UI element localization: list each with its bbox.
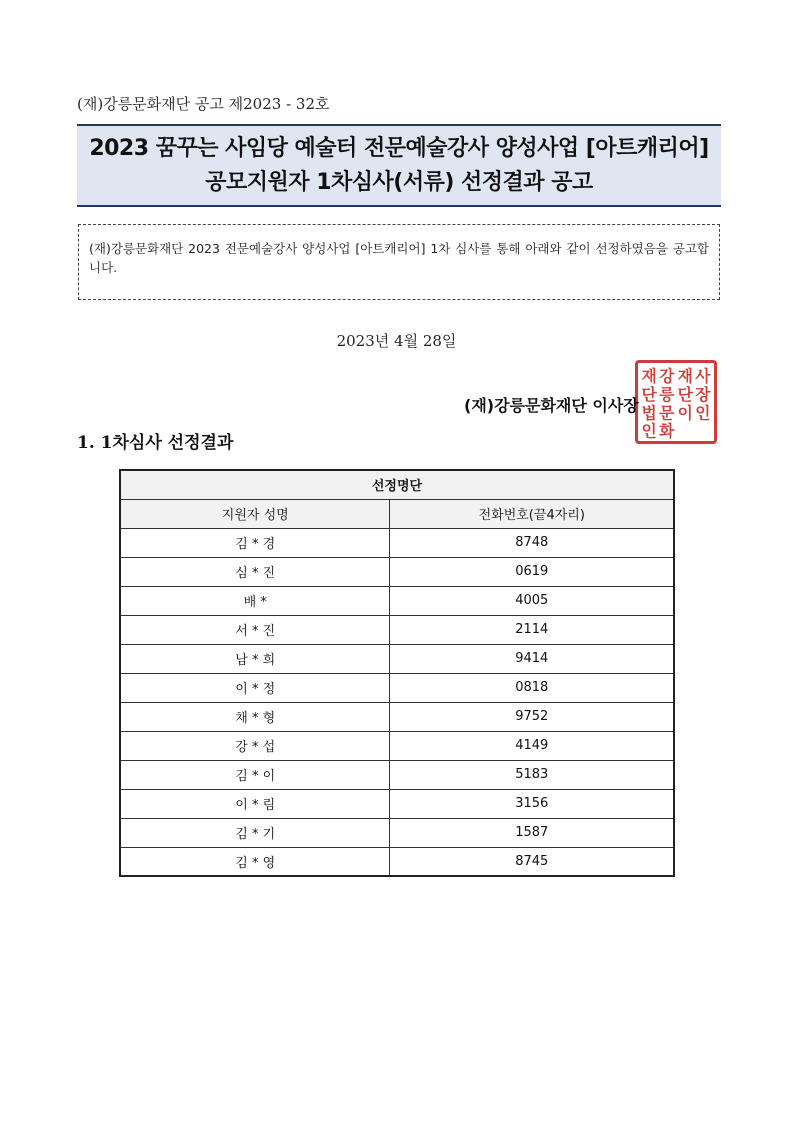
phone-last4-cell: 4005 (390, 586, 674, 615)
seal-glyph: 법 (641, 403, 657, 423)
selection-table (119, 469, 675, 877)
seal-graphic (638, 363, 714, 441)
seal-glyph: 재 (677, 366, 693, 386)
header-phone-last4: 전화번호(끝4자리) (390, 499, 674, 528)
intro-text: (재)강릉문화재단 2023 전문예술강사 양성사업 [아트캐리어] 1차 심사를 통해 아래와 같이 선정하였음을 공고합니다. (89, 241, 709, 275)
applicant-name-cell: 심 * 진 (120, 557, 390, 586)
applicant-name-cell: 강 * 섭 (120, 731, 390, 760)
applicant-name-cell: 채 * 형 (120, 702, 390, 731)
phone-last4-cell: 0619 (390, 557, 674, 586)
table-row (120, 847, 674, 876)
applicant-name-cell: 이 * 정 (120, 673, 390, 702)
applicant-name-cell: 배 * (120, 586, 390, 615)
phone-last4-cell: 5183 (390, 760, 674, 789)
seal-glyph: 이 (677, 403, 693, 423)
title-box (77, 124, 721, 207)
table-row (120, 760, 674, 789)
applicant-name-cell: 김 * 기 (120, 818, 390, 847)
notice-number: (재)강릉문화재단 공고 제2023 - 32호 (77, 95, 330, 113)
table-row (120, 586, 674, 615)
table-row (120, 818, 674, 847)
title-line-2: 공모지원자 1차심사(서류) 선정결과 공고 (205, 169, 593, 195)
seal-glyph: 화 (659, 421, 675, 441)
issuer-name: (재)강릉문화재단 이사장 (464, 396, 639, 415)
phone-last4-cell: 0818 (390, 673, 674, 702)
seal-glyph: 인 (695, 403, 711, 423)
phone-last4-cell: 3156 (390, 789, 674, 818)
applicant-name-cell: 서 * 진 (120, 615, 390, 644)
phone-last4-cell: 9752 (390, 702, 674, 731)
notice-date: 2023년 4월 28일 (336, 332, 457, 350)
header-applicant-name: 지원자 성명 (120, 499, 390, 528)
table-row (120, 557, 674, 586)
seal-glyph: 재 (641, 366, 657, 386)
intro-box (78, 224, 720, 300)
applicant-name-cell: 남 * 희 (120, 644, 390, 673)
applicant-name-cell: 이 * 림 (120, 789, 390, 818)
phone-last4-cell: 4149 (390, 731, 674, 760)
table-row (120, 702, 674, 731)
phone-last4-cell: 2114 (390, 615, 674, 644)
section-heading: 1. 1차심사 선정결과 (77, 433, 234, 453)
table-row (120, 615, 674, 644)
seal-glyph: 인 (641, 421, 657, 441)
applicant-name-cell: 김 * 영 (120, 847, 390, 876)
seal-glyph: 장 (695, 385, 711, 405)
title-line-1: 2023 꿈꾸는 사임당 예술터 전문예술강사 양성사업 [아트캐리어] (89, 135, 709, 161)
table-row (120, 731, 674, 760)
applicant-name-cell: 김 * 경 (120, 528, 390, 557)
table-row (120, 644, 674, 673)
phone-last4-cell: 8748 (390, 528, 674, 557)
seal-glyph: 사 (695, 366, 711, 386)
phone-last4-cell: 9414 (390, 644, 674, 673)
table-caption-row (120, 470, 674, 499)
table-row (120, 673, 674, 702)
official-seal-stamp (635, 360, 717, 444)
table-caption: 선정명단 (120, 470, 674, 499)
seal-glyph: 단 (677, 385, 693, 405)
phone-last4-cell: 8745 (390, 847, 674, 876)
applicant-name-cell: 김 * 이 (120, 760, 390, 789)
seal-glyph: 문 (659, 403, 675, 423)
table-row (120, 528, 674, 557)
table-row (120, 789, 674, 818)
table-header-row (120, 499, 674, 528)
phone-last4-cell: 1587 (390, 818, 674, 847)
seal-glyph: 릉 (659, 385, 675, 405)
seal-glyph: 단 (641, 385, 657, 405)
seal-glyph: 강 (659, 366, 675, 386)
